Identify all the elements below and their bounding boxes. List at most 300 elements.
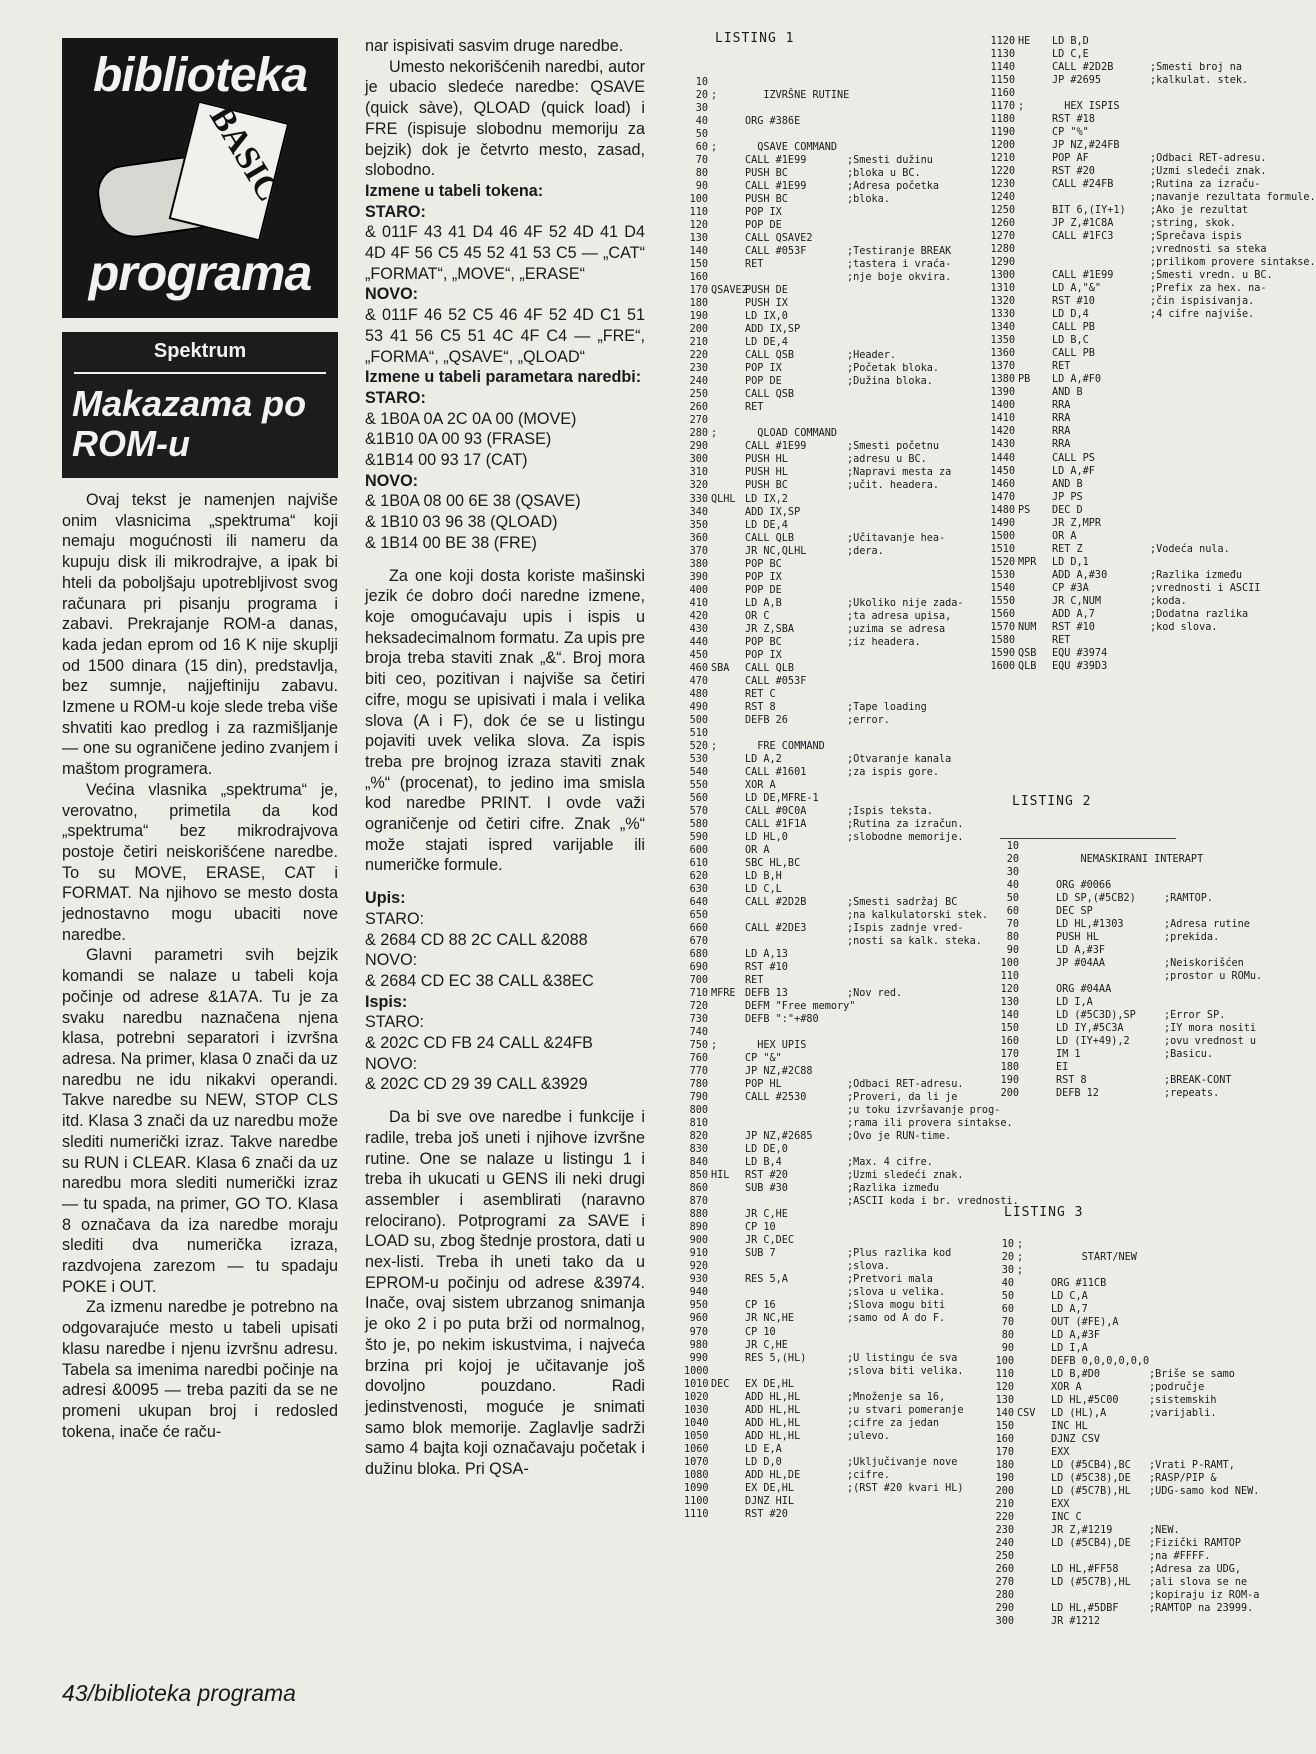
code-instruction: QLOAD COMMAND	[745, 428, 838, 440]
line-number: 1400	[990, 400, 1015, 412]
code-instruction: DJNZ HIL	[745, 1495, 795, 1507]
line-number: 1550	[990, 595, 1015, 607]
code-comment: ;Napravi mesta za	[847, 467, 952, 479]
code-instruction: ADD HL,DE	[745, 1469, 801, 1481]
code-comment	[1150, 399, 1272, 412]
code-instruction: HEX ISPIS	[1052, 101, 1120, 113]
line-number: 820	[689, 1131, 708, 1143]
code-comment: ;nosti sa kalk. steka.	[847, 936, 982, 948]
code-instruction: CALL #1E99	[745, 181, 807, 193]
code-line	[988, 87, 1272, 100]
code-comment	[847, 427, 990, 440]
code-label	[1019, 1061, 1056, 1074]
line-number: 80	[1006, 932, 1019, 944]
code-instruction: CALL #1601	[745, 766, 807, 778]
code-line	[684, 883, 990, 896]
code-comment	[847, 401, 990, 414]
code-comment	[1150, 647, 1272, 660]
code-line	[990, 1316, 1272, 1329]
line-number: 960	[689, 1313, 708, 1325]
code-label	[1019, 1009, 1056, 1022]
paragraph: & 011F 46 52 C5 46 4F 52 4D C1 51 53 41 56 C5 51 4C 4F C4 — „FRE“, „FORMA“, „QSAVE“, „QLOAD“	[365, 306, 645, 366]
code-line	[684, 870, 990, 883]
line-number: 1270	[990, 231, 1015, 243]
listing2-rule	[1000, 838, 1176, 839]
code-comment: ;Max. 4 cifre.	[847, 1157, 933, 1169]
code-line	[988, 647, 1272, 660]
code-instruction: DEC SP	[1056, 906, 1093, 918]
article-column-2	[365, 36, 645, 1480]
code-line	[995, 892, 1271, 905]
masthead-logo	[62, 38, 338, 318]
paragraph: & 202C CD FB 24 CALL &24FB	[365, 1034, 593, 1053]
line-number: 470	[689, 675, 708, 687]
code-comment: ;kopiraju iz ROM-a	[1149, 1590, 1260, 1602]
code-comment	[1149, 1277, 1272, 1290]
code-label	[708, 258, 745, 271]
code-instruction: DJNZ CSV	[1051, 1434, 1101, 1446]
code-line	[988, 660, 1272, 673]
code-label	[708, 1391, 745, 1404]
code-instruction: CALL #2DE3	[745, 923, 807, 935]
code-comment	[847, 1013, 990, 1026]
code-comment	[847, 727, 990, 740]
line-number: 110	[1000, 971, 1019, 983]
code-line	[684, 1378, 990, 1391]
code-comment: ;Smesti dužinu	[847, 155, 933, 167]
code-line	[684, 1365, 990, 1378]
line-number: 50	[1001, 1291, 1014, 1303]
line-number: 210	[689, 337, 708, 349]
code-instruction: JP Z,#1C8A	[1052, 218, 1114, 230]
line-number: 640	[689, 896, 708, 908]
code-instruction: OR C	[745, 610, 770, 622]
paragraph: & 2684 CD 88 2C CALL &2088	[365, 930, 588, 949]
line-number: 180	[1000, 1062, 1019, 1074]
code-comment	[847, 961, 990, 974]
code-comment	[847, 857, 990, 870]
code-comment: ;iz headera.	[847, 636, 921, 648]
code-comment	[847, 102, 990, 115]
code-instruction	[745, 1104, 847, 1117]
code-comment: ;Uključivanje nove	[847, 1456, 958, 1468]
listing3-title: LISTING 3	[1004, 1205, 1084, 1220]
code-instruction: DEC D	[1052, 504, 1083, 516]
line-number: 430	[689, 623, 708, 635]
code-instruction: JR C,HE	[745, 1209, 788, 1221]
line-number: 560	[689, 792, 708, 804]
code-instruction: LD A,#3F	[1051, 1330, 1101, 1342]
code-instruction: FRE COMMAND	[745, 740, 825, 752]
code-label	[708, 1091, 745, 1104]
code-line	[684, 1130, 990, 1143]
section-rule	[74, 372, 326, 374]
code-instruction: RES 5,A	[745, 1274, 788, 1286]
code-comment	[847, 649, 990, 662]
code-comment	[847, 1143, 990, 1156]
code-comment	[847, 310, 990, 323]
code-comment	[847, 219, 990, 232]
code-comment	[847, 388, 990, 401]
code-comment	[847, 89, 990, 102]
code-instruction: CALL #1FC3	[1052, 231, 1114, 243]
line-number: 1020	[684, 1391, 709, 1403]
code-instruction: CP 10	[745, 1222, 776, 1234]
line-number: 440	[689, 636, 708, 648]
code-instruction: LD A,2	[745, 753, 782, 765]
code-line	[990, 1381, 1272, 1394]
code-instruction: RET	[745, 402, 764, 414]
code-comment	[847, 844, 990, 857]
code-instruction: CALL PB	[1052, 322, 1095, 334]
code-line	[990, 1238, 1272, 1251]
line-number: 190	[995, 1473, 1014, 1485]
code-instruction: LD A,B	[745, 597, 782, 609]
code-comment: ;Ispis teksta.	[847, 805, 933, 817]
code-label: ;	[1017, 1239, 1024, 1250]
code-instruction: LD DE,4	[745, 337, 788, 349]
line-number: 650	[689, 910, 708, 921]
code-instruction	[1051, 1589, 1149, 1602]
line-number: 990	[689, 1352, 708, 1364]
code-label	[1015, 608, 1052, 621]
code-instruction: POP BC	[745, 636, 782, 648]
code-instruction	[745, 76, 847, 89]
line-number: 730	[689, 1014, 708, 1026]
code-comment: ;Ako je rezultat	[1150, 205, 1249, 217]
code-instruction: INC C	[1051, 1512, 1082, 1524]
code-comment: ;Otvaranje kanala	[847, 753, 952, 765]
code-label	[708, 636, 745, 649]
code-label	[1015, 347, 1052, 360]
line-number: 410	[689, 597, 708, 609]
line-number: 1520	[990, 556, 1015, 568]
line-number: 130	[1000, 997, 1019, 1009]
code-label	[1014, 1550, 1051, 1563]
code-comment: ;Nov red.	[847, 988, 903, 1000]
code-instruction: CALL PB	[1052, 348, 1095, 360]
code-comment: ;Množenje sa 16,	[847, 1391, 946, 1403]
code-comment	[1164, 840, 1271, 853]
line-number: 250	[995, 1551, 1014, 1563]
code-comment	[847, 1026, 990, 1039]
code-instruction: LD A,13	[745, 949, 788, 961]
code-label	[708, 375, 745, 388]
paragraph: & 1B14 00 BE 38 (FRE)	[365, 533, 537, 552]
code-line	[684, 479, 990, 492]
code-comment	[847, 1000, 990, 1013]
line-number: 240	[995, 1538, 1014, 1550]
code-line	[684, 180, 990, 193]
code-line	[684, 506, 990, 519]
code-label	[708, 1286, 745, 1299]
code-line	[990, 1563, 1272, 1576]
code-instruction: RST #10	[1052, 296, 1095, 308]
code-instruction	[745, 1026, 847, 1039]
code-line	[988, 491, 1272, 504]
line-number: 270	[689, 415, 708, 427]
code-label	[1015, 61, 1052, 74]
code-line	[990, 1550, 1272, 1563]
code-instruction: LD (HL),A	[1051, 1408, 1107, 1420]
line-number: 300	[995, 1616, 1014, 1628]
line-number: 350	[689, 519, 708, 531]
code-label	[1015, 478, 1052, 491]
line-number: 910	[689, 1248, 708, 1260]
code-line	[684, 948, 990, 961]
code-line	[988, 556, 1272, 569]
line-number: 170	[1000, 1049, 1019, 1061]
code-instruction: SUB #30	[745, 1183, 788, 1195]
code-comment	[1150, 386, 1272, 399]
code-instruction: ADD IX,SP	[745, 506, 801, 518]
code-line	[684, 636, 990, 649]
code-instruction	[745, 935, 847, 948]
line-number: 750	[689, 1040, 708, 1052]
code-label	[1015, 582, 1052, 595]
code-label: ;	[1017, 1265, 1024, 1277]
code-comment: ;bloka.	[847, 194, 890, 206]
line-number: 1380	[990, 374, 1015, 386]
code-comment: ;učit. headera.	[847, 480, 940, 492]
code-label	[708, 1065, 745, 1078]
line-number: 1570	[990, 621, 1015, 633]
code-instruction: POP DE	[745, 220, 782, 232]
paragraph: NOVO:	[365, 1054, 418, 1073]
code-line	[684, 649, 990, 662]
code-line	[684, 1391, 990, 1404]
code-line	[684, 1117, 1013, 1130]
line-number: 1080	[684, 1469, 709, 1481]
code-label	[708, 558, 745, 571]
code-comment	[1150, 360, 1272, 373]
code-instruction: EXX	[1051, 1447, 1070, 1459]
line-number: 70	[1001, 1317, 1014, 1329]
code-line	[988, 608, 1272, 621]
code-line	[990, 1303, 1272, 1316]
code-label: HIL	[711, 1170, 730, 1182]
code-label	[708, 414, 745, 427]
line-number: 600	[689, 844, 708, 856]
code-label	[1015, 217, 1052, 230]
paragraph: STARO:	[365, 388, 426, 407]
code-comment: ;(RST #20 kvari HL)	[847, 1482, 964, 1494]
masthead-word-programa: programa	[88, 245, 312, 301]
code-line	[990, 1498, 1272, 1511]
code-comment: ;Smesti broj na	[1150, 62, 1243, 74]
code-instruction: LD IY,#5C3A	[1056, 1023, 1124, 1035]
code-label	[708, 584, 745, 597]
code-line	[684, 232, 990, 245]
code-instruction: CALL #1E99	[745, 155, 807, 167]
code-label	[708, 336, 745, 349]
code-label	[1014, 1420, 1051, 1433]
paragraph: & 011F 43 41 D4 46 4F 52 4D 41 D4 4D 4F 56 C5 45 52 41 53 C5 — „CAT“ „FORMAT“, „MOVE“, „ERASE“	[365, 223, 645, 283]
code-line	[988, 504, 1272, 517]
code-label	[1019, 970, 1056, 983]
code-label	[708, 649, 745, 662]
code-label	[1015, 269, 1052, 282]
code-instruction	[745, 128, 847, 141]
code-line	[988, 360, 1272, 373]
code-label	[708, 1508, 745, 1521]
line-number: 860	[689, 1183, 708, 1195]
code-comment: ;Adresa za UDG,	[1149, 1564, 1242, 1576]
line-number: 620	[689, 870, 708, 882]
code-instruction: CALL PS	[1052, 452, 1095, 464]
code-instruction: DEFB 12	[1056, 1088, 1099, 1100]
code-comment	[1150, 412, 1272, 425]
code-instruction: JP NZ,#24FB	[1052, 140, 1120, 152]
code-line	[684, 922, 990, 935]
code-comment	[1150, 100, 1272, 113]
line-number: 210	[995, 1499, 1014, 1511]
code-line	[684, 1469, 990, 1482]
code-comment: ;Uzmi sledeći znak.	[847, 1170, 964, 1182]
code-label: PS	[1018, 504, 1031, 516]
code-line	[684, 1078, 990, 1091]
code-label	[708, 1130, 745, 1143]
code-comment	[1150, 347, 1272, 360]
code-line	[684, 1417, 990, 1430]
code-comment	[847, 1339, 990, 1352]
code-line	[684, 584, 990, 597]
code-line	[684, 779, 990, 792]
line-number: 1500	[990, 530, 1015, 542]
code-label	[1015, 87, 1052, 100]
code-line	[684, 532, 990, 545]
code-line	[988, 465, 1272, 478]
code-line	[684, 662, 990, 675]
code-instruction: LD (#5C7B),HL	[1051, 1486, 1131, 1498]
code-label: ;	[1017, 1252, 1024, 1264]
code-label	[708, 1365, 745, 1378]
code-instruction: ADD A,7	[1052, 608, 1095, 620]
paragraph: Izmene u tabeli parametara naredbi:	[365, 368, 642, 387]
code-comment: ;Učitavanje hea-	[847, 532, 946, 544]
code-label	[708, 532, 745, 545]
code-instruction: EI	[1056, 1062, 1069, 1074]
line-number: 1590	[990, 647, 1015, 659]
code-instruction: BIT 6,(IY+1)	[1052, 205, 1126, 217]
code-instruction: JR C,DEC	[745, 1235, 795, 1247]
code-comment: ;Uzmi sledeći znak.	[1150, 166, 1267, 178]
code-label	[708, 154, 745, 167]
code-label	[1015, 282, 1052, 295]
code-comment: ;Razlika između	[1150, 569, 1243, 581]
code-comment	[1150, 35, 1272, 48]
code-instruction	[1056, 840, 1164, 853]
code-comment: ;Tape loading	[847, 701, 927, 713]
code-label	[708, 1260, 745, 1273]
code-comment: ;repeats.	[1164, 1088, 1220, 1100]
code-comment: ;Dodatna razlika	[1150, 608, 1249, 620]
code-instruction: JP NZ,#2C88	[745, 1066, 813, 1078]
line-number: 1460	[990, 478, 1015, 490]
line-number: 120	[995, 1382, 1014, 1394]
code-instruction	[1052, 87, 1150, 100]
line-number: 420	[689, 610, 708, 622]
code-line	[684, 1039, 990, 1052]
code-instruction: LD DE,4	[745, 519, 788, 531]
code-label	[1015, 256, 1052, 269]
line-number: 1480	[990, 504, 1015, 516]
code-line	[995, 1009, 1271, 1022]
line-number: 1160	[990, 88, 1015, 100]
line-number: 30	[1006, 867, 1019, 879]
code-line	[995, 866, 1271, 879]
code-comment: ;slova.	[847, 1261, 890, 1273]
line-number: 140	[1000, 1010, 1019, 1022]
code-instruction: JP PS	[1052, 491, 1083, 503]
code-line	[988, 165, 1272, 178]
line-number: 850	[689, 1170, 708, 1182]
line-number: 120	[1000, 984, 1019, 996]
code-comment: ;BREAK-CONT	[1164, 1075, 1232, 1087]
code-label	[708, 115, 745, 128]
line-number: 1310	[990, 283, 1015, 295]
code-label	[1014, 1329, 1051, 1342]
line-number: 60	[1006, 906, 1019, 918]
code-label	[1019, 840, 1056, 853]
code-line	[684, 297, 990, 310]
code-instruction: ADD HL,HL	[745, 1404, 801, 1416]
code-label	[1019, 931, 1056, 944]
code-comment: ;tastera i vraća-	[847, 259, 952, 271]
code-label	[708, 1352, 745, 1365]
code-label	[708, 310, 745, 323]
code-label	[1015, 386, 1052, 399]
code-instruction: LD B,#D0	[1051, 1369, 1101, 1381]
code-label	[1015, 465, 1052, 478]
line-number: 150	[1000, 1023, 1019, 1035]
code-line	[988, 373, 1272, 386]
line-number: 1090	[684, 1482, 709, 1494]
code-label	[708, 479, 745, 492]
code-line	[684, 857, 990, 870]
basic-card-illustration	[169, 100, 290, 241]
code-instruction: JR NC,HE	[745, 1313, 795, 1325]
code-comment	[847, 688, 990, 701]
code-instruction: ORG #386E	[745, 116, 801, 128]
code-label	[1015, 452, 1052, 465]
line-number: 80	[695, 168, 708, 180]
code-label	[708, 440, 745, 453]
code-label	[1014, 1381, 1051, 1394]
code-line	[684, 818, 990, 831]
line-number: 110	[689, 207, 708, 219]
code-line	[990, 1524, 1272, 1537]
code-comment	[847, 948, 990, 961]
code-comment: ;Neiskorišćen	[1164, 958, 1244, 970]
code-line	[988, 74, 1272, 87]
code-comment	[1149, 1615, 1272, 1628]
paragraph: nar ispisivati sasvim druge naredbe.	[365, 37, 624, 55]
code-comment: ;Error SP.	[1164, 1010, 1226, 1022]
code-instruction: CALL #1E99	[745, 441, 807, 453]
code-instruction: CALL #1F1A	[745, 818, 807, 830]
line-number: 120	[689, 220, 708, 232]
code-comment	[847, 284, 990, 297]
line-number: 1360	[990, 348, 1015, 360]
code-label	[708, 571, 745, 584]
code-comment	[1150, 530, 1272, 543]
code-instruction: LD (#5CB4),DE	[1051, 1538, 1131, 1550]
code-line	[990, 1394, 1272, 1407]
code-line	[684, 414, 990, 427]
code-label: QSAVE2	[711, 285, 748, 297]
paragraph: Glavni parametri svih bejzik komandi se nalaze u tabeli koja počinje od adrese &1A7A. Tu je za svaku naredbu naznačena njena klasa, potrebni separatori i izvršna adresa. Na primer, klasa 0 znači da uz naredbu ne idu nikakvi operandi. Takve naredbe su NEW, STOP CLS itd. Klasa 3 znači da uz naredbu može slediti numerički izraz. Takve naredbe su RUN i CLEAR. Klasa 6 znači da uz naredbu mora slediti numerički izraz — tu spada, na primer, GO TO. Klasa 8 označava da iza naredbe moraju slediti dva numerička izraza, razdvojena zarezom — tu spadaju POKE i OUT.	[62, 946, 338, 1296]
